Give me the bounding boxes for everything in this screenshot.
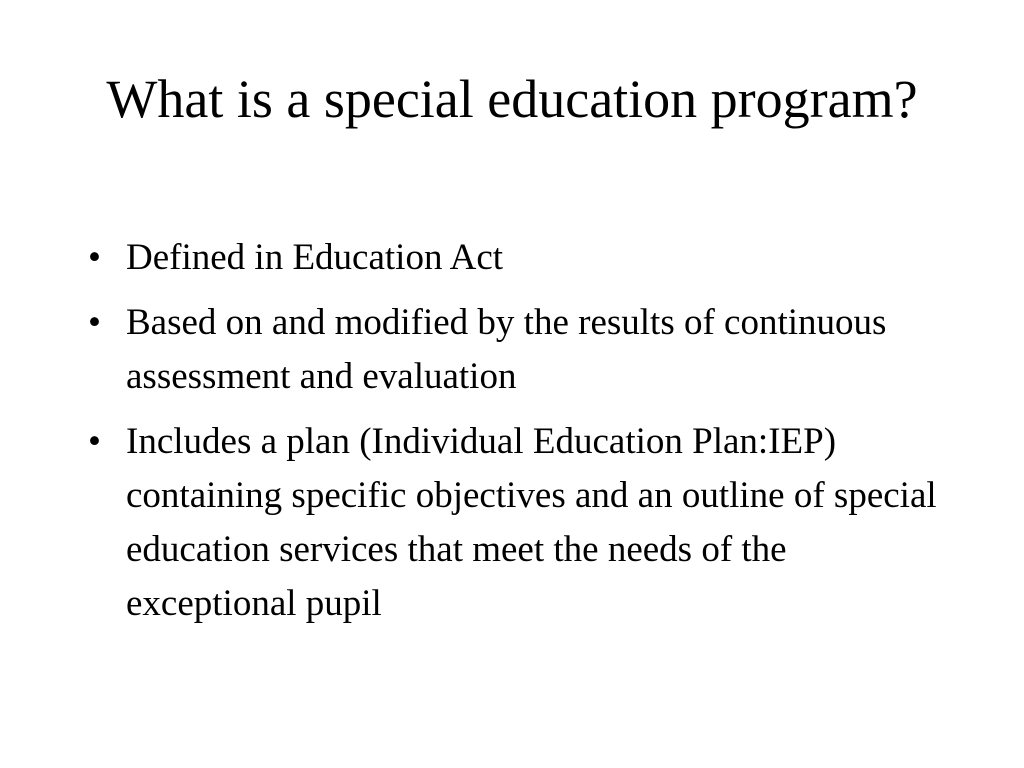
bullet-item [86,415,966,631]
bullet-marker-icon: • [88,421,101,462]
slide-title: What is a special education program? [106,69,918,129]
bullet-item [86,296,966,404]
bullet-text: Based on and modified by the results of continuous assessment and evaluation [126,302,887,397]
bullet-item [86,231,966,285]
bullet-list [86,231,966,642]
bullet-marker-icon: • [88,302,101,343]
bullet-text: Defined in Education Act [126,237,504,278]
bullet-marker-icon: • [88,237,101,278]
bullet-text: Includes a plan (Individual Education Plan:IEP) containing specific objectives and an outline of special education services that meet the needs of the exceptional pupil [126,421,937,624]
